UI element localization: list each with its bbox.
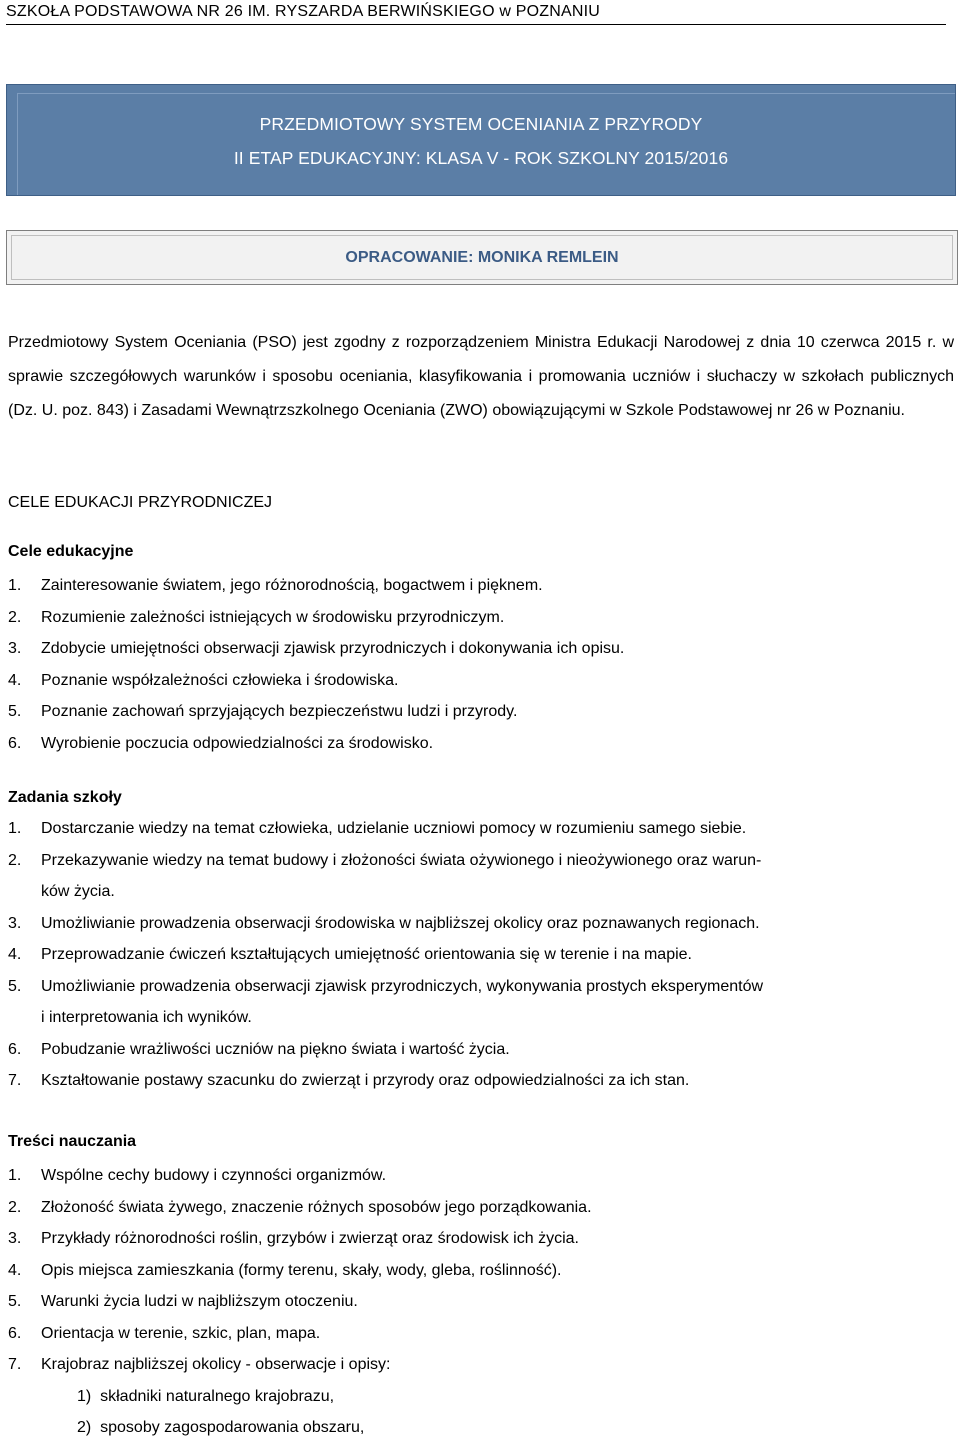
author-banner (6, 230, 958, 285)
list-item (8, 728, 948, 760)
list-item (8, 1223, 948, 1255)
cele-list (8, 570, 948, 759)
sublist-number: 2) (77, 1419, 92, 1436)
list-number: 1. (8, 820, 22, 837)
list-item (8, 1349, 948, 1444)
author: OPRACOWANIE: MONIKA REMLEIN (345, 249, 619, 266)
list-text: Wspólne cechy budowy i czynności organizmów. (41, 1167, 387, 1184)
list-number: 4. (8, 671, 22, 689)
list-item (8, 1318, 948, 1350)
list-text: Pobudzanie wrażliwości uczniów na piękno świata i wartość życia. (41, 1040, 510, 1058)
list-item (8, 696, 948, 728)
list-item (8, 1192, 948, 1224)
sublist-number: 1) (77, 1387, 92, 1405)
tresci-sublist (41, 1381, 948, 1444)
tresci-heading: Treści nauczania (8, 1133, 137, 1150)
list-number: 2. (8, 851, 22, 869)
list-text: Poznanie zachowań sprzyjających bezpieczeństwu ludzi i przyrody. (41, 703, 518, 720)
school-header: SZKOŁA PODSTAWOWA NR 26 IM. RYSZARDA BERWIŃSKIEGO w POZNANIU (6, 2, 946, 25)
list-item (8, 633, 948, 665)
list-text: Złożoność świata żywego, znaczenie różnych sposobów jego porządkowania. (41, 1198, 592, 1216)
list-number: 3. (8, 640, 22, 657)
list-item (8, 813, 948, 845)
list-text-continued: ków życia. (41, 883, 115, 900)
document-title: PRZEDMIOTOWY SYSTEM OCENIANIA Z PRZYRODY (259, 114, 703, 134)
list-number: 6. (8, 1040, 22, 1058)
list-text: Zainteresowanie światem, jego różnorodnością, bogactwem i pięknem. (41, 577, 543, 594)
list-number: 2. (8, 1198, 22, 1216)
list-text: Wyrobienie poczucia odpowiedzialności za środowisko. (41, 734, 434, 752)
list-text: Orientacja w terenie, szkic, plan, mapa. (41, 1324, 321, 1342)
list-item (8, 908, 948, 940)
list-item (8, 971, 948, 1034)
sublist-text: składniki naturalnego krajobrazu, (100, 1387, 335, 1405)
list-text: Krajobraz najbliższej okolicy - obserwacje i opisy: (41, 1356, 391, 1373)
list-text: Umożliwianie prowadzenia obserwacji środowiska w najbliższej okolicy oraz poznawanych regionach. (41, 914, 760, 932)
document-subtitle: II ETAP EDUKACYJNY: KLASA V - ROK SZKOLNY 2015/2016 (233, 148, 729, 168)
sublist-item (41, 1381, 948, 1413)
list-number: 2. (8, 608, 22, 626)
list-item (8, 845, 948, 908)
list-number: 1. (8, 577, 22, 594)
list-number: 7. (8, 1356, 22, 1373)
sublist-text: sposoby zagospodarowania obszaru, (100, 1419, 365, 1436)
list-item (8, 1065, 948, 1097)
title-banner-frame (17, 93, 955, 195)
zadania-list (8, 813, 948, 1097)
list-text: Opis miejsca zamieszkania (formy terenu, skały, wody, gleba, roślinność). (41, 1261, 562, 1279)
list-text: Warunki życia ludzi w najbliższym otoczeniu. (41, 1293, 358, 1310)
list-number: 5. (8, 977, 22, 995)
list-item (8, 570, 948, 602)
list-text: Dostarczanie wiedzy na temat człowieka, udzielanie uczniowi pomocy w rozumieniu samego siebie. (41, 820, 747, 837)
list-item (8, 1160, 948, 1192)
tresci-list (8, 1160, 948, 1444)
list-number: 5. (8, 1293, 22, 1310)
list-number: 7. (8, 1072, 22, 1089)
list-item (8, 1255, 948, 1287)
list-text-continued: i interpretowania ich wyników. (41, 1009, 252, 1026)
list-number: 6. (8, 1324, 22, 1342)
list-text: Kształtowanie postawy szacunku do zwierząt i przyrody oraz odpowiedzialności za ich stan. (41, 1072, 690, 1089)
list-text: Przykłady różnorodności roślin, grzybów i zwierząt oraz środowisk ich życia. (41, 1230, 579, 1247)
list-item (8, 602, 948, 634)
intro-paragraph: Przedmiotowy System Oceniania (PSO) jest zgodny z rozporządzeniem Ministra Edukacji Narodowej z dnia 10 czerwca 2015 r. w sprawie szczegółowych warunków i sposobu oceniania, klasyfikowania i promowania uczniów i słuchaczy w szkołach publicznych (Dz. U. poz. 843) i Zasadami Wewnątrzszkolnego Oceniania (ZWO) obowiązującymi w Szkole Podstawowej nr 26 w Poznaniu. (8, 334, 954, 419)
list-item (8, 665, 948, 697)
list-text: Poznanie współzależności człowieka i środowiska. (41, 671, 399, 689)
list-text: Rozumienie zależności istniejących w środowisku przyrodniczym. (41, 608, 505, 626)
list-text: Umożliwianie prowadzenia obserwacji zjawisk przyrodniczych, wykonywania prostych eksperymentów (41, 977, 764, 995)
list-number: 3. (8, 1230, 22, 1247)
title-banner (6, 84, 956, 196)
list-number: 4. (8, 1261, 22, 1279)
list-text: Przekazywanie wiedzy na temat budowy i złożoności świata ożywionego i nieożywionego oraz warun- (41, 851, 762, 869)
list-number: 3. (8, 914, 22, 932)
list-item (8, 939, 948, 971)
list-item (8, 1286, 948, 1318)
section-title: CELE EDUKACJI PRZYRODNICZEJ (8, 494, 273, 511)
list-number: 6. (8, 734, 22, 752)
zadania-heading: Zadania szkoły (8, 789, 122, 806)
list-text: Zdobycie umiejętności obserwacji zjawisk przyrodniczych i dokonywania ich opisu. (41, 640, 625, 657)
list-number: 1. (8, 1167, 22, 1184)
cele-heading: Cele edukacyjne (8, 543, 134, 560)
list-item (8, 1034, 948, 1066)
list-number: 4. (8, 946, 22, 963)
list-text: Przeprowadzanie ćwiczeń kształtujących umiejętność orientowania się w terenie i na mapie. (41, 946, 692, 963)
list-number: 5. (8, 703, 22, 720)
